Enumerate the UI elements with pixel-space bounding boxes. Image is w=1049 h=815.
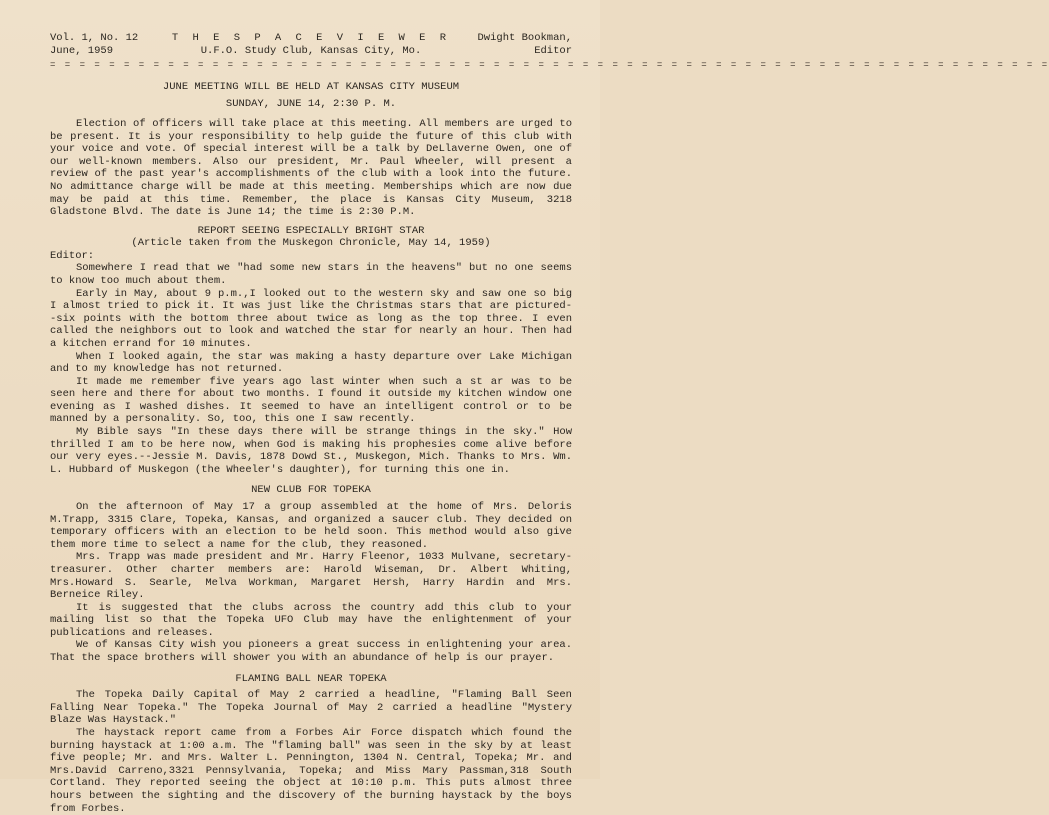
flaming-ball-paragraph: The Topeka Daily Capital of May 2 carried a headline, "Flaming Ball Seen Falling Near Topeka." The Topeka Journal of May 2 carried a headline "Mystery Blaze Was Haystack." bbox=[50, 689, 572, 727]
volume-number: Vol. 1, No. 12 bbox=[50, 32, 139, 44]
topeka-club-paragraph: It is suggested that the clubs across the country add this club to your mailing list so that the Topeka UFO Club may have the enlightenment of your publications and releases. bbox=[50, 601, 572, 639]
topeka-club-article bbox=[50, 484, 572, 664]
star-heading: REPORT SEEING ESPECIALLY BRIGHT STAR bbox=[197, 224, 425, 237]
masthead-title-block bbox=[160, 32, 462, 58]
star-salutation: Editor: bbox=[50, 249, 95, 262]
topeka-club-paragraph: Mrs. Trapp was made president and Mr. Harry Fleenor, 1033 Mulvane, secretary-treasurer. Other charter members are: Harold Wiseman, Dr. Albert Whiting, Mrs.Howard S. Searle, Melva Workman, Margaret Hersh, Harry Hardin and Mrs. Berneice Riley. bbox=[50, 551, 572, 602]
flaming-ball-article bbox=[50, 673, 572, 815]
masthead-issue bbox=[50, 32, 160, 58]
flaming-ball-paragraph: The haystack report came from a Forbes Air Force dispatch which found the burning haystack at 1:00 a.m. The "flaming ball" was seen in the sky by at least five people; Mr. and Mrs. Walter L. Pennington, 1304 N. Central, Topeka; Mr. and Mrs.David Carreno,3321 Pennsylvania, Topeka; and Miss Mary Passman,318 South Cortland. They reported seeing the object at 10:10 p.m. This puts almost three hours between the sighting and the discovery of the burning haystack by the boys from Forbes. bbox=[50, 726, 572, 815]
star-paragraph: Somewhere I read that we "had some new stars in the heavens" but no one seems to know too much about them. bbox=[50, 262, 572, 287]
flaming-ball-heading: FLAMING BALL NEAR TOPEKA bbox=[235, 672, 387, 685]
star-paragraph: When I looked again, the star was making a hasty departure over Lake Michigan and to my knowledge has not returned. bbox=[50, 350, 572, 376]
meeting-article bbox=[50, 81, 572, 219]
masthead bbox=[50, 32, 572, 58]
meeting-heading: JUNE MEETING WILL BE HELD AT KANSAS CITY MUSEUM bbox=[162, 81, 460, 93]
star-article bbox=[50, 225, 572, 477]
editor-name: Dwight Bookman, bbox=[477, 32, 572, 44]
topeka-club-paragraph: On the afternoon of May 17 a group assembled at the home of Mrs. Deloris M.Trapp, 3315 Clare, Topeka, Kansas, and organized a saucer club. They decided on temporary officers with an election to be held soon. This method would also give them more time to select a name for the club, they reasoned. bbox=[50, 500, 572, 551]
meeting-body: Election of officers will take place at this meeting. All members are urged to be present. It is your responsibility to help guide the future of this club with your voice and vote. Of special interest will be a talk by DeLlaverne Owen, one of our well-known members. Also our president, Mr. Paul Wheeler, will present a review of the past year's accomplishments of the club with a look into the future. No admittance charge will be made at this meeting. Memberships which are now due may be paid at this time. Remember, the place is Kansas City Museum, 3218 Gladstone Blvd. The date is June 14; the time is 2:30 P.M. bbox=[50, 118, 572, 219]
newsletter-title: T H E S P A C E V I E W E R bbox=[171, 32, 451, 44]
meeting-subheading: SUNDAY, JUNE 14, 2:30 P. M. bbox=[225, 97, 397, 110]
star-paragraph: It made me remember five years ago last winter when such a st ar was to be seen here and there for about two months. I found it outside my kitchen window one evening as I washed dishes. It seemed to have an intelligent control or to be manned by a personality. So, too, this one I saw recently. bbox=[50, 375, 572, 426]
topeka-club-heading: NEW CLUB FOR TOPEKA bbox=[251, 484, 371, 497]
topeka-club-paragraph: We of Kansas City wish you pioneers a great success in enlightening your area. That the space brothers will shower you with an abundance of help is our prayer. bbox=[50, 639, 572, 665]
editor-role: Editor bbox=[534, 45, 572, 57]
masthead-editor bbox=[462, 32, 572, 58]
newsletter-subtitle: U.F.O. Study Club, Kansas City, Mo. bbox=[200, 45, 422, 57]
star-source: (Article taken from the Muskegon Chronicle, May 14, 1959) bbox=[131, 237, 491, 250]
star-paragraph: Early in May, about 9 p.m.,I looked out to the western sky and saw one so big I almost tried to pick it. It was just like the Christmas stars that are pictured--six points with the bottom three about twice as long as the top three. I even called the neighbors out to look and watched the star for nearly an hour. Then had a kitchen errand for 10 minutes. bbox=[50, 287, 572, 350]
issue-date: June, 1959 bbox=[50, 45, 114, 57]
masthead-divider: = = = = = = = = = = = = = = = = = = = = = = = = = = = = = = = = = = = = = = = = = = = = = = = = = = = = = = = = = = = = = = = = = = = = bbox=[50, 60, 1049, 70]
star-paragraph: My Bible says "In these days there will be strange things in the sky." How thrilled I am to be here now, when God is making his prophesies come alive before our very eyes.--Jessie M. Davis, 1878 Dowd St., Muskegon, Mich. Thanks to Mrs. Wm. L. Hubbard of Muskegon (the Wheeler's daughter), for turning this one in. bbox=[50, 426, 572, 476]
